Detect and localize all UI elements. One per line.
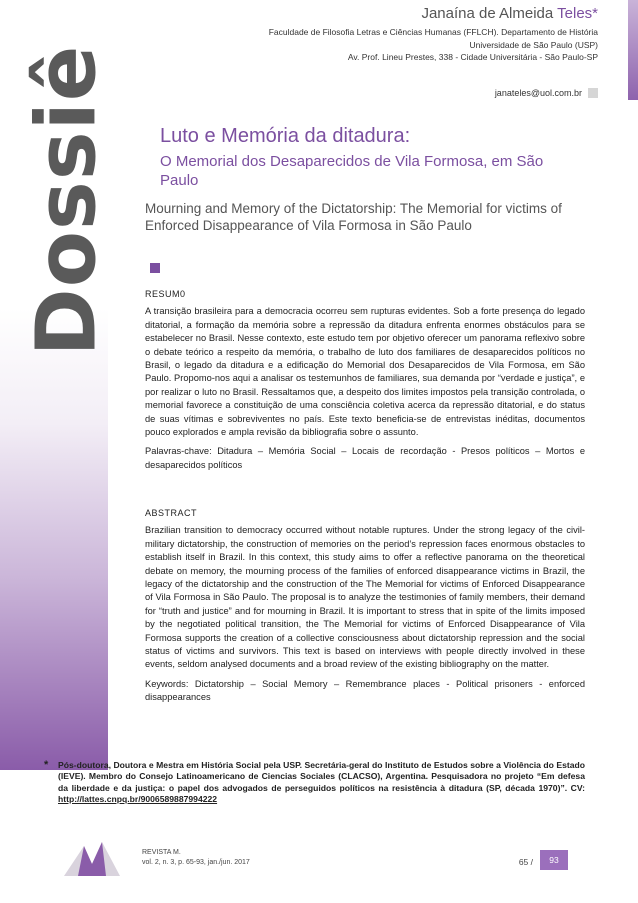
resumo-keywords: Palavras-chave: Ditadura – Memória Social – Locais de recordação - Presos políticos – Mortos e desaparecidos políticos (145, 446, 585, 470)
journal-info (142, 848, 250, 868)
footnote (44, 759, 585, 805)
journal-citation: vol. 2, n. 3, p. 65-93, jan./jun. 2017 (142, 859, 250, 866)
journal-name: REVISTA M. (142, 849, 181, 856)
email-row (495, 88, 598, 98)
author-email[interactable]: janateles@uol.com.br (494, 88, 582, 98)
top-accent-bar (628, 0, 638, 100)
square-marker-icon (150, 263, 160, 273)
abstract-heading: ABSTRACT (145, 508, 198, 518)
section-label: Dossiê (19, 44, 115, 356)
abstract-keywords: Keywords: Dictatorship – Social Memory – Remembrance places - Political prisoners - enforced disappearances (145, 678, 585, 703)
page-range: 65 / (518, 857, 533, 867)
affiliation-line-3: Av. Prof. Lineu Prestes, 338 - Cidade Universitária - São Paulo-SP (347, 52, 598, 62)
resumo-section (145, 288, 585, 472)
article-subtitle: O Memorial dos Desaparecidos de Vila Formosa, em São Paulo (160, 153, 544, 189)
affiliation-line-2: Universidade de São Paulo (USP) (469, 39, 598, 50)
page-number: 93 (540, 850, 568, 870)
cv-link[interactable]: http://lattes.cnpq.br/9006589887994222 (58, 793, 218, 804)
footnote-marker: * (44, 759, 49, 771)
footnote-text: Pós-doutora, Doutora e Mestra em História Social pela USP. Secretária-geral do Instituto de Estudos sobre a Violência do Estado (IEVE). Membro do Consejo Latinoamericano de Ciencias Sociales (CLACSO), Argentina. Pesquisadora no projeto “Em defesa da liberdade e da justiça: o papel dos advogados de perseguidos políticos na resistência à ditadura (SP, década 1970)”. CV: (58, 760, 585, 793)
resumo-text: A transição brasileira para a democracia ocorreu sem rupturas evidentes. Sob a forte presença do legado ditatorial, a formação da memória sobre a repressão da ditadura enfrenta enormes obstáculos para se estabelecer no Brasil. Nesse contexto, este estudo tem por objetivo oferecer um panorama reflexivo sobre o debate teórico a respeito da memória, o trabalho de luto dos familiares de desaparecidos políticos no Brasil, o legado da ditadura e a edificação do Memorial dos Desaparecidos de Vila Formosa, em São Paulo. Propomo-nos aqui a analisar os testemunhos de familiares, sua demanda por “verdade e justiça”, e por realizar o luto no Brasil. Ressaltamos que, a despeito dos limites impostos pela transição controlada, o memorial favorece a constituição de uma consciência coletiva acerca da repressão ditatorial, e do status de suas vítimas e sobreviventes no país. Este texto beneficia-se de entrevistas inéditas, documentos pouco explorados e ampla revisão da bibliografia sobre o assunto. (145, 306, 585, 438)
author-name: Janaína de Almeida Teles* (421, 5, 598, 22)
square-icon (588, 88, 598, 98)
author-block (178, 5, 598, 64)
journal-logo-icon (62, 838, 122, 878)
affiliation-line-1: Faculdade de Filosofia Letras e Ciências Humanas (FFLCH). Departamento de História (268, 27, 598, 37)
abstract-section (145, 507, 585, 705)
abstract-text: Brazilian transition to democracy occurred without notable ruptures. Under the strong legacy of the civil-military dictatorship, the construction of memories on the period’s repression faces enormous obstacles to establish itself in Brazil. In this context, this study aims to offer a reflective panorama on the theoretical debate on memory, the mourning process of the families of enforced disappearance victims in Brazil, the legacy of the dictatorship and the construction of the The Memorial for victims of Enforced Disappearance of Vila Formosa in São Paulo. The proposal is to analyze the testimonies of family members, their demand for “truth and justice” and for mourning in Brazil. It is important to stress that in spite of the limits imposed by the negotiated political transition, the The Memorial for victims of Enforced Disappearance of Vila Formosa supports the creation of a collective consciousness about dictatorship repression and the social status of victims and survivors. This text is based on interviews with people directly involved in these events, seldom analysed documents and a broad review of the existing bibliography on the matter. (145, 525, 585, 670)
resumo-heading: RESUM0 (145, 289, 186, 299)
article-title: Luto e Memória da ditadura: (160, 125, 411, 147)
article-title-english: Mourning and Memory of the Dictatorship: The Memorial for victims of Enforced Disappearance of Vila Formosa in São Paulo (145, 201, 562, 233)
